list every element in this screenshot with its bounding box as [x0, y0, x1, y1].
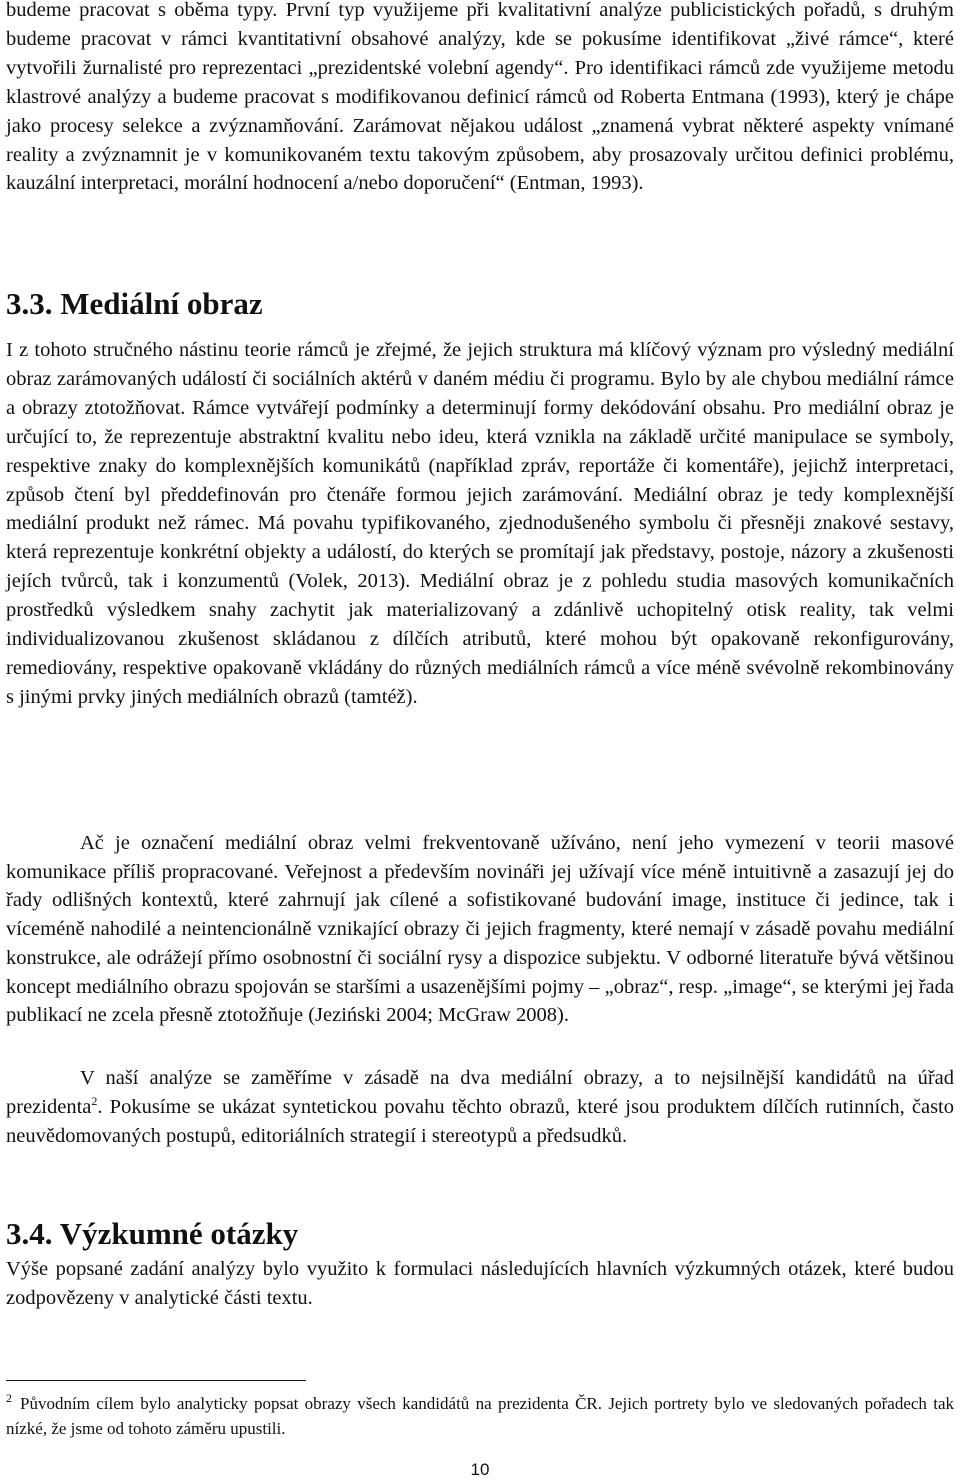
paragraph-analysis-focus [6, 1064, 954, 1151]
page-number: 10 [470, 1460, 490, 1479]
paragraph-analysis-focus-text: V naší analýze se zaměříme v zásadě na dva mediální obrazy, a to nejsilnější kandidátů na úřad prezidenta [6, 1067, 954, 1118]
paragraph-frames-intro: budeme pracovat s oběma typy. První typ využijeme při kvalitativní analýze publicistických pořadů, s druhým budeme pracovat v rámci kvantitativní obsahové analýzy, kde se pokusíme identifikovat „živé rámce“, které vytvořili žurnalisté pro reprezentaci „prezidentské volební agendy“. Pro identifikaci rámců zde využijeme metodu klastrové analýzy a budeme pracovat s modifikovanou definicí rámců od Roberta Entmana (1993), který je chápe jako procesy selekce a zvýznamňování. Zarámovat nějakou událost „znamená vybrat některé aspekty vnímané reality a zvýznamnit je v komunikovaném textu takovým způsobem, aby prosazovaly určitou definici problému, kauzální interpretaci, morální hodnocení a/nebo doporučení“ (Entman, 1993). [6, 0, 954, 195]
section-heading-media-image: 3.3. Mediální obraz [6, 286, 263, 321]
paragraph-media-image-definition: I z tohoto stručného nástinu teorie rámců je zřejmé, že jejich struktura má klíčový význam pro výsledný mediální obraz zarámovaných událostí či sociálních aktérů v daném médiu či programu. Bylo by ale chybou mediální rámce a obrazy ztotožňovat. Rámce vytvářejí podmínky a determinují formy dekódování obsahu. Pro mediální obraz je určující to, že reprezentuje abstraktní kvalitu nebo ideu, která vznikla na základě určité manipulace se symboly, respektive znaky do komplexnějších komunikátů (například zpráv, reportáže či komentáře), jejichž interpretaci, způsob čtení byl předdefinován pro čtenáře formou jejich zarámování. Mediální obraz je tedy komplexnější mediální produkt než rámec. Má povahu typifikovaného, zjednodušeného symbolu či přesněji znakové sestavy, která reprezentuje konkrétní objekty a událostí, do kterých se promítají jak představy, postoje, názory a zkušenosti jejích tvůrců, tak i konzumentů (Volek, 2013). Mediální obraz je z pohledu studia masových komunikačních prostředků výsledkem snahy zachytit jak materializovaný a zdánlivě uchopitelný otisk reality, tak velmi individualizovanou zkušenost skládanou z dílčích atributů, které mohou být opakovaně rekonfigurovány, remediovány, respektive opakovaně vkládány do různých mediálních rámců a více méně svévolně rekombinovány s jinými prvky jiných mediálních obrazů (tamtéž). [6, 339, 954, 708]
section-heading-research-questions: 3.4. Výzkumné otázky [6, 1216, 299, 1251]
paragraph-research-questions: Výše popsané zadání analýzy bylo využito k formulaci následujících hlavních výzkumných otázek, které budou zodpovězeny v analytické části textu. [6, 1258, 954, 1309]
footnote-separator [6, 1380, 306, 1381]
footnote-text: Původním cílem bylo analyticky popsat obrazy všech kandidátů na prezidenta ČR. Jejich portrety bylo ve sledovaných pořadech tak nízké, že jsme od tohoto záměru upustili. [6, 1394, 954, 1438]
footnote [6, 1391, 954, 1441]
paragraph-analysis-focus-rest: . Pokusíme se ukázat syntetickou povahu těchto obrazů, které jsou produktem dílčích rutinních, často neuvědomovaných postupů, editoriálních strategií i stereotypů a předsudků. [6, 1095, 954, 1147]
paragraph-media-image-usage: Ač je označení mediální obraz velmi frekventovaně užíváno, není jeho vymezení v teorii masové komunikace příliš propracované. Veřejnost a především novináři jej užívají více méně intuitivně a zasazují jej do řady odlišných kontextů, které zahrnují jak cílené a sofistikované budování image, instituce či jedince, tak i víceméně nahodilé a neintencionálně vznikající obrazy či jejich fragmenty, které nemají v zásadě povahu mediální konstrukce, ale odrážejí přímo osobnostní či sociální rysy a dispozice subjektu. V odborné literatuře bývá většinou koncept mediálního obrazu spojován se staršími a usazenějšími pojmy – „obraz“, resp. „image“, se kterými jej řada publikací ne zcela přesně ztotožňuje (Jeziński 2004; McGraw 2008). [6, 832, 954, 1027]
footnote-number: 2 [6, 1391, 12, 1406]
footnote-reference: 2 [91, 1094, 98, 1109]
